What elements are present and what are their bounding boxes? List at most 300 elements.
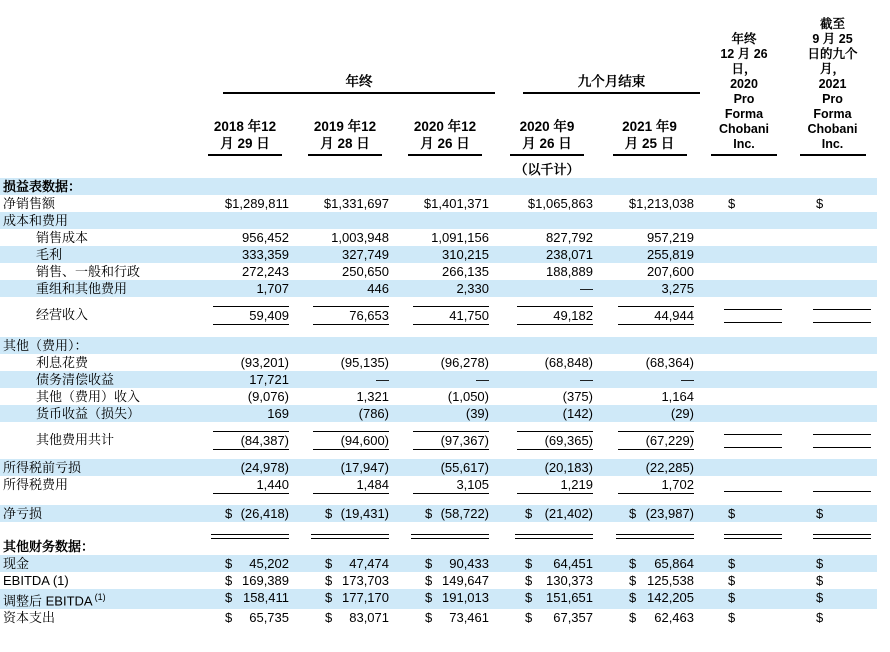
proforma-cell: [700, 388, 788, 405]
proforma-header-line: Inc.: [821, 137, 844, 151]
value-cell: 266,135: [442, 264, 489, 279]
column-header-line: 2021 年9: [622, 119, 677, 134]
value-cell: 310,215: [442, 247, 489, 262]
cell-value: 45,202: [249, 556, 289, 571]
cell-value: 73,461: [449, 610, 489, 626]
proforma-cell: [788, 354, 877, 371]
spacer-row: [0, 422, 877, 431]
cell-value: (94,600): [313, 431, 389, 450]
row-label: 经营收入: [36, 307, 89, 322]
cell-value: 62,463: [654, 610, 694, 626]
row-label: 调整后 EBITDA $^{(1)}$: [3, 592, 106, 609]
value-cell: (24,978): [240, 460, 289, 475]
empty-rule: [724, 309, 782, 323]
currency-symbol: $: [728, 573, 736, 588]
value-cell: [295, 178, 395, 195]
value-cell: (22,285): [645, 460, 694, 475]
value-cell: [195, 572, 295, 589]
spacer-row: [0, 325, 877, 337]
header-underline: [408, 154, 482, 156]
value-cell: [599, 572, 700, 589]
value-cell: [599, 476, 700, 494]
proforma-header-line: Forma: [813, 107, 852, 121]
currency-symbol: $: [525, 610, 533, 626]
column-header-line: 月 26 日: [420, 136, 470, 151]
value-cell: [395, 212, 495, 229]
value-cell: 2,330: [456, 281, 489, 296]
column-header-line: 月 25 日: [624, 136, 675, 151]
column-header-1: [295, 118, 395, 156]
proforma-cell: [788, 538, 877, 555]
value-cell: [599, 212, 700, 229]
proforma-cell: [788, 212, 877, 229]
table-row: [0, 476, 877, 494]
proforma-cell: [788, 459, 877, 476]
value-cell: [395, 538, 495, 555]
value-cell: 207,600: [647, 264, 694, 279]
value-cell: 957,219: [647, 230, 694, 245]
row-label: 重组和其他费用: [36, 281, 128, 296]
value-cell: [395, 431, 495, 450]
value-cell: 1,321: [356, 389, 389, 404]
table-row: [0, 354, 877, 371]
cell-value: 41,750: [413, 306, 489, 325]
table-row: [0, 337, 877, 354]
value-cell: $1,213,038: [628, 196, 694, 211]
value-cell: (142): [562, 406, 593, 421]
row-label: 资本支出: [3, 610, 56, 626]
spacer-row: [0, 494, 877, 505]
value-cell: (29): [670, 406, 694, 421]
cell-value: 44,944: [618, 306, 694, 325]
cell-value: 142,205: [647, 590, 694, 605]
proforma-cell: [788, 306, 877, 325]
value-cell: —: [580, 372, 593, 387]
currency-symbol: $: [629, 506, 637, 521]
value-cell: [295, 306, 395, 325]
value-cell: 956,452: [242, 230, 289, 245]
cell-value: 83,071: [349, 610, 389, 626]
value-cell: 3,275: [661, 281, 694, 296]
proforma-cell: [700, 538, 788, 555]
cell-value: (19,431): [340, 506, 389, 521]
proforma-cell: [788, 337, 877, 354]
proforma-cell: [788, 280, 877, 297]
cell-value: (58,722): [440, 506, 489, 521]
row-label: 债务清偿收益: [36, 372, 115, 387]
value-cell: —: [681, 372, 694, 387]
currency-symbol: $: [425, 610, 433, 626]
table-row: [0, 178, 877, 195]
proforma-header-line: Forma: [724, 107, 764, 121]
table-row: [0, 505, 877, 522]
currency-symbol: $: [816, 590, 824, 605]
value-cell: [495, 505, 599, 522]
value-cell: [599, 555, 700, 572]
value-cell: (93,201): [240, 355, 289, 370]
currency-symbol: $: [525, 556, 533, 571]
currency-symbol: $: [629, 610, 637, 626]
group-header-0: 年终: [223, 70, 495, 94]
value-cell: [195, 555, 295, 572]
currency-symbol: $: [325, 610, 333, 626]
column-header-line: 2018 年12: [213, 119, 277, 134]
proforma-cell: [700, 405, 788, 422]
row-label: 其他（费用）：: [3, 338, 88, 353]
proforma-cell: [788, 263, 877, 280]
value-cell: [195, 212, 295, 229]
value-cell: [195, 505, 295, 522]
row-label: 所得税前亏损: [3, 460, 82, 475]
proforma-cell: [700, 371, 788, 388]
value-cell: 327,749: [342, 247, 389, 262]
column-header-3: [495, 118, 599, 156]
value-cell: (95,135): [340, 355, 389, 370]
column-header-4: [599, 118, 700, 156]
value-cell: [599, 538, 700, 555]
currency-symbol: $: [425, 556, 433, 571]
cell-value: 151,651: [546, 590, 593, 605]
proforma-cell: [788, 388, 877, 405]
proforma-header-line: Inc.: [733, 137, 755, 151]
value-cell: 250,650: [342, 264, 389, 279]
value-cell: [395, 555, 495, 572]
currency-symbol: $: [629, 590, 637, 605]
cell-value: (69,365): [517, 431, 593, 450]
value-cell: [599, 609, 700, 626]
proforma-cell: [788, 405, 877, 422]
cell-value: 191,013: [442, 590, 489, 605]
empty-rule: [724, 479, 782, 492]
empty-rule: [724, 434, 782, 448]
column-header-line: 2019 年12: [313, 119, 377, 134]
value-cell: [195, 609, 295, 626]
cell-value: (23,987): [645, 506, 694, 521]
table-body: [0, 178, 877, 626]
proforma-header-line: 12 月 26: [720, 47, 768, 61]
proforma-cell: [700, 212, 788, 229]
currency-symbol: $: [816, 556, 824, 571]
proforma-cell: [700, 263, 788, 280]
cell-value: 49,182: [517, 306, 593, 325]
value-cell: —: [476, 372, 489, 387]
value-cell: [195, 178, 295, 195]
value-cell: [495, 431, 599, 450]
value-cell: 238,071: [546, 247, 593, 262]
value-cell: [495, 178, 599, 195]
row-label: 货币收益（损失）: [36, 406, 141, 421]
proforma-cell: [700, 178, 788, 195]
value-cell: [195, 337, 295, 354]
value-cell: [395, 337, 495, 354]
value-cell: [295, 476, 395, 494]
currency-symbol: $: [225, 556, 233, 571]
value-cell: 17,721: [249, 372, 289, 387]
currency-symbol: $: [325, 573, 333, 588]
units-note: （以千计）: [514, 162, 580, 177]
cell-value: 158,411: [242, 590, 289, 605]
currency-symbol: $: [225, 573, 233, 588]
cell-value: 1,702: [618, 476, 694, 494]
table-row: [0, 280, 877, 297]
table-row: [0, 609, 877, 626]
cell-value: 130,373: [546, 573, 593, 588]
currency-symbol: $: [728, 556, 736, 571]
value-cell: 333,359: [242, 247, 289, 262]
header-underline: [711, 154, 777, 156]
table-row: [0, 431, 877, 450]
value-cell: [495, 572, 599, 589]
currency-symbol: $: [425, 573, 433, 588]
value-cell: 169: [267, 406, 289, 421]
value-cell: (68,364): [645, 355, 694, 370]
value-cell: (68,848): [544, 355, 593, 370]
currency-symbol: $: [325, 506, 333, 521]
value-cell: (96,278): [440, 355, 489, 370]
value-cell: [295, 212, 395, 229]
cell-value: 65,864: [654, 556, 694, 571]
proforma-cell: [788, 371, 877, 388]
value-cell: [195, 538, 295, 555]
value-cell: (786): [358, 406, 389, 421]
currency-symbol: $: [728, 506, 736, 521]
value-cell: $1,289,811: [224, 196, 289, 211]
value-cell: 1,707: [256, 281, 289, 296]
cell-value: 1,219: [517, 476, 593, 494]
value-cell: (9,076): [247, 389, 289, 404]
value-cell: (55,617): [440, 460, 489, 475]
proforma-header-line: Pro: [733, 92, 755, 106]
cell-value: 173,703: [342, 573, 389, 588]
proforma-header-line: 截至: [819, 17, 845, 31]
value-cell: [495, 609, 599, 626]
row-label: 销售成本: [36, 230, 89, 245]
column-header-0: [195, 118, 295, 156]
cell-value: 65,735: [249, 610, 289, 626]
proforma-cell: [700, 354, 788, 371]
row-label: 现金: [3, 556, 30, 571]
value-cell: (17,947): [340, 460, 389, 475]
proforma-header-line: 日的九个: [807, 47, 858, 61]
value-cell: 1,091,156: [431, 230, 489, 245]
value-cell: [295, 589, 395, 609]
value-cell: [599, 505, 700, 522]
cell-value: (67,229): [618, 431, 694, 450]
proforma-cell: [700, 431, 788, 450]
value-cell: [495, 212, 599, 229]
column-header-line: 月 28 日: [320, 136, 370, 151]
currency-symbol: $: [816, 610, 824, 626]
column-header-2: [395, 118, 495, 156]
column-header-line: 2020 年9: [519, 119, 575, 134]
value-cell: [395, 178, 495, 195]
table-row: [0, 388, 877, 405]
currency-symbol: $: [629, 556, 637, 571]
cell-value: (26,418): [240, 506, 289, 521]
table-row: [0, 229, 877, 246]
proforma-cell: [700, 229, 788, 246]
header-underline: [208, 154, 282, 156]
proforma-header-line: 年终: [731, 32, 757, 46]
proforma-cell: [788, 178, 877, 195]
value-cell: 1,003,948: [331, 230, 389, 245]
cell-value: 47,474: [349, 556, 389, 571]
cell-value: (97,367): [413, 431, 489, 450]
value-cell: [295, 431, 395, 450]
cell-value: (84,387): [213, 431, 289, 450]
currency-symbol: $: [728, 196, 736, 211]
value-cell: [195, 306, 295, 325]
proforma-cell: [788, 229, 877, 246]
currency-symbol: $: [728, 610, 736, 626]
header-underline: [613, 154, 687, 156]
value-cell: [295, 572, 395, 589]
value-cell: [295, 609, 395, 626]
cell-value: 90,433: [449, 556, 489, 571]
table-header: [0, 0, 877, 178]
value-cell: [495, 337, 599, 354]
row-label: 成本和费用: [3, 213, 69, 228]
table-row: [0, 405, 877, 422]
proforma-header-line: Pro: [822, 92, 843, 106]
table-row: [0, 572, 877, 589]
proforma-cell: [700, 306, 788, 325]
cell-value: 64,451: [553, 556, 593, 571]
table-row: [0, 246, 877, 263]
value-cell: [599, 178, 700, 195]
table-row: [0, 538, 877, 555]
header-underline: [800, 154, 866, 156]
value-cell: (20,183): [544, 460, 593, 475]
value-cell: [495, 306, 599, 325]
value-cell: [495, 476, 599, 494]
value-cell: —: [376, 372, 389, 387]
value-cell: 827,792: [546, 230, 593, 245]
row-label: 销售、一般和行政: [36, 264, 141, 279]
footnote-ref: (1): [94, 592, 106, 602]
cell-value: 67,357: [553, 610, 593, 626]
value-cell: 188,889: [546, 264, 593, 279]
row-label: 毛利: [36, 247, 63, 262]
value-cell: [295, 555, 395, 572]
cell-value: 177,170: [342, 590, 389, 605]
proforma-cell: [700, 476, 788, 494]
header-underline: [308, 154, 382, 156]
proforma-header-1: [788, 0, 877, 156]
value-cell: (1,050): [447, 389, 489, 404]
proforma-cell: [700, 246, 788, 263]
value-cell: [295, 538, 395, 555]
value-cell: $1,401,371: [423, 196, 489, 211]
value-cell: $1,065,863: [527, 196, 593, 211]
empty-rule: [813, 309, 871, 323]
currency-symbol: $: [816, 196, 824, 211]
proforma-header-line: Chobani: [719, 122, 769, 136]
proforma-header-line: 2020: [730, 77, 758, 91]
table-row: [0, 195, 877, 212]
value-cell: 272,243: [242, 264, 289, 279]
value-cell: [395, 589, 495, 609]
table-row: [0, 212, 877, 229]
cell-value: (21,402): [544, 506, 593, 521]
row-label: 损益表数据：: [3, 179, 82, 194]
proforma-cell: [700, 337, 788, 354]
empty-rule: [813, 479, 871, 492]
value-cell: [599, 306, 700, 325]
value-cell: [395, 609, 495, 626]
table-row: [0, 555, 877, 572]
row-label: 其他费用共计: [36, 432, 115, 447]
currency-symbol: $: [325, 590, 333, 605]
value-cell: —: [580, 281, 593, 296]
row-label: 其他财务数据：: [3, 539, 95, 554]
cell-value: 59,409: [213, 306, 289, 325]
value-cell: 446: [367, 281, 389, 296]
currency-symbol: $: [816, 573, 824, 588]
currency-symbol: $: [225, 610, 233, 626]
currency-symbol: $: [225, 506, 233, 521]
spacer-row: [0, 297, 877, 306]
table-row: [0, 589, 877, 609]
currency-symbol: $: [225, 590, 233, 605]
proforma-cell: [788, 246, 877, 263]
column-header-line: 月 29 日: [220, 136, 270, 151]
proforma-cell: [700, 280, 788, 297]
table-row: [0, 263, 877, 280]
table-row: [0, 306, 877, 325]
value-cell: 1,164: [661, 389, 694, 404]
proforma-header-line: Chobani: [807, 122, 858, 136]
double-rule-row: [0, 522, 877, 538]
value-cell: [495, 589, 599, 609]
row-label: 所得税费用: [3, 477, 69, 492]
currency-symbol: $: [325, 556, 333, 571]
table-row: [0, 371, 877, 388]
value-cell: (39): [465, 406, 489, 421]
cell-value: 1,484: [313, 476, 389, 494]
proforma-cell: [788, 476, 877, 494]
value-cell: [395, 306, 495, 325]
column-header-line: 2020 年12: [413, 119, 477, 134]
empty-rule: [813, 434, 871, 448]
spacer-row: [0, 450, 877, 459]
row-label: 净亏损: [3, 506, 43, 521]
value-cell: [395, 505, 495, 522]
row-label: 利息花费: [36, 355, 89, 370]
currency-symbol: $: [816, 506, 824, 521]
currency-symbol: $: [728, 590, 736, 605]
value-cell: [395, 476, 495, 494]
cell-value: 169,389: [242, 573, 289, 588]
value-cell: [495, 555, 599, 572]
proforma-cell: [788, 431, 877, 450]
cell-value: 125,538: [647, 573, 694, 588]
proforma-header-line: 2021: [818, 77, 847, 91]
value-cell: [599, 431, 700, 450]
row-label: EBITDA (1): [3, 573, 69, 588]
cell-value: 3,105: [413, 476, 489, 494]
table-row: [0, 459, 877, 476]
cell-value: 149,647: [442, 573, 489, 588]
currency-symbol: $: [525, 573, 533, 588]
value-cell: (375): [562, 389, 593, 404]
value-cell: [195, 589, 295, 609]
value-cell: [395, 572, 495, 589]
row-label: 净销售额: [3, 196, 56, 211]
proforma-header-line: 月，: [819, 62, 845, 76]
cell-value: 76,653: [313, 306, 389, 325]
value-cell: [195, 431, 295, 450]
